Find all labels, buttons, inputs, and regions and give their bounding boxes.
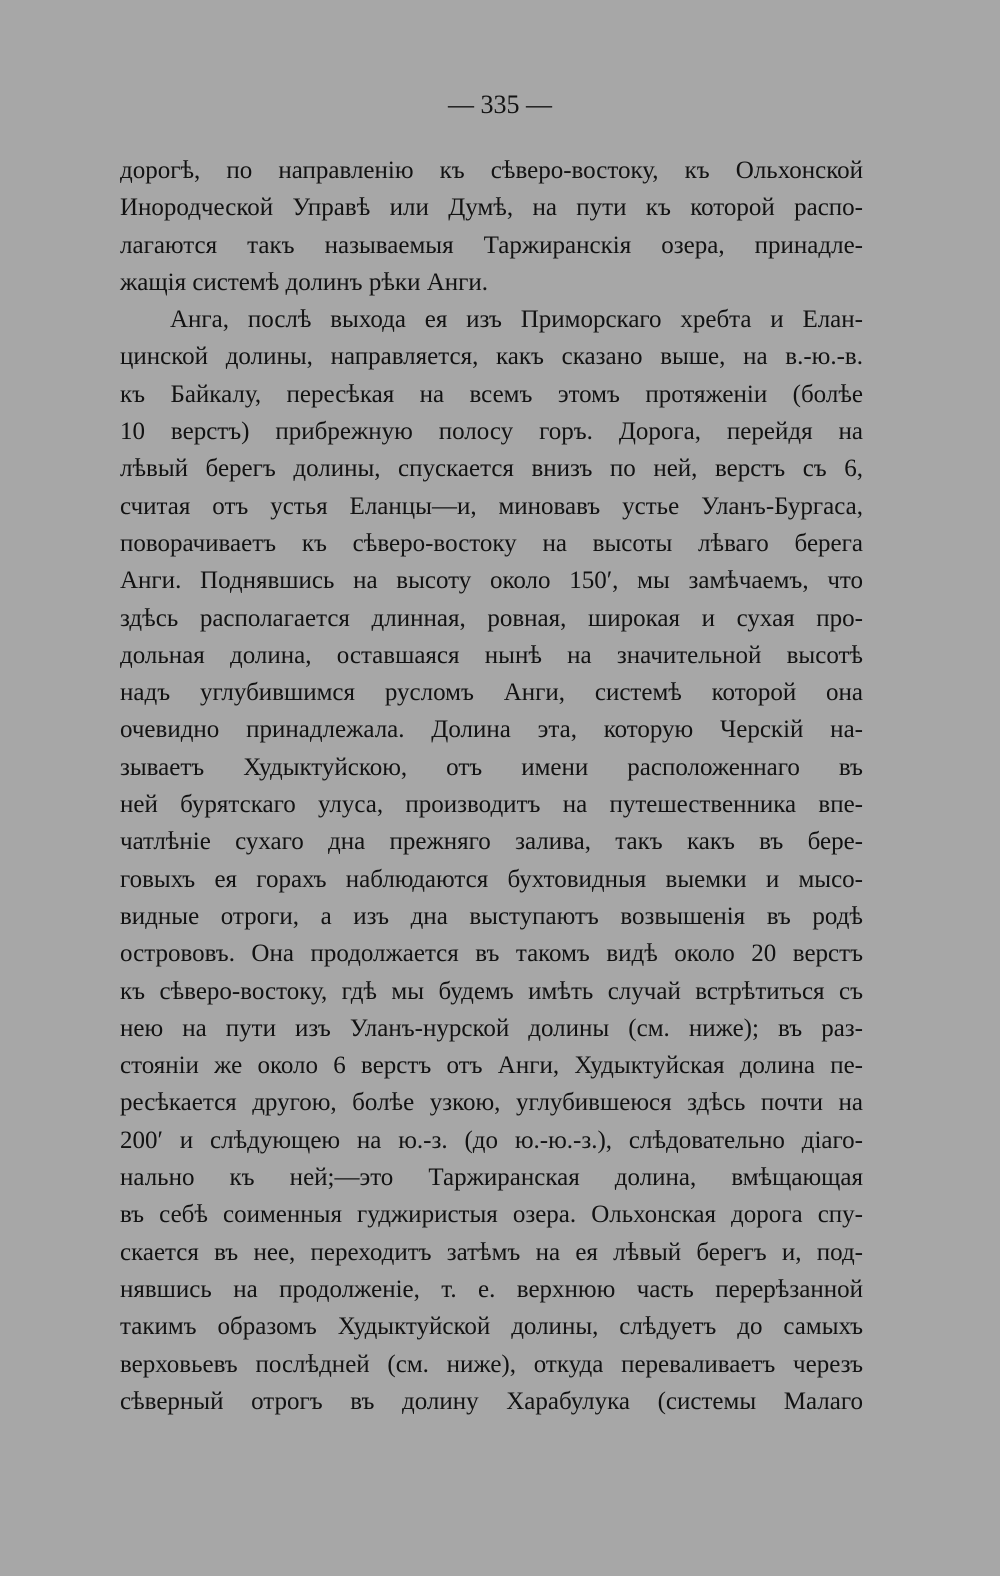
- text-line: скается въ нее, переходитъ затѣмъ на ея лѣвый берегъ и, под-: [120, 1238, 863, 1266]
- text-line: цинской долины, направляется, какъ сказано выше, на в.-ю.-в.: [120, 343, 863, 371]
- text-line: къ сѣверо-востоку, гдѣ мы будемъ имѣть случай встрѣтиться съ: [120, 977, 863, 1005]
- text-line: лѣвый берегъ долины, спускается внизъ по ней, верстъ съ 6,: [120, 455, 863, 483]
- text-line: стояніи же около 6 верстъ отъ Анги, Худыктуйская долина пе-: [120, 1052, 863, 1080]
- text-line: Инородческой Управѣ или Думѣ, на пути къ которой распо-: [120, 194, 863, 222]
- text-line: здѣсь располагается длинная, ровная, широкая и сухая про-: [120, 604, 863, 632]
- text-line: нально къ ней;—это Таржиранская долина, вмѣщающая: [120, 1164, 863, 1192]
- text-line: въ себѣ соименныя гуджиристыя озера. Ольхонская дорога спу-: [120, 1201, 863, 1229]
- text-line: поворачиваетъ къ сѣверо-востоку на высоты лѣваго берега: [120, 529, 863, 557]
- text-line: зываетъ Худыктуйскою, отъ имени расположеннаго въ: [120, 753, 863, 781]
- text-line: 200′ и слѣдующею на ю.-з. (до ю.-ю.-з.), слѣдовательно діаго-: [120, 1126, 863, 1154]
- text-line: лагаются такъ называемыя Таржиранскія озера, принадле-: [120, 231, 863, 259]
- text-line: надъ углубившимся русломъ Анги, системѣ которой она: [120, 679, 863, 707]
- page-number: — 335 —: [448, 90, 552, 119]
- text-line: считая отъ устья Еланцы—и, миновавъ устье Уланъ-Бургаса,: [120, 492, 863, 520]
- text-line: острововъ. Она продолжается въ такомъ видѣ около 20 верстъ: [120, 940, 863, 968]
- text-line: нявшись на продолженіе, т. е. верхнюю часть перерѣзанной: [120, 1275, 863, 1303]
- text-line: такимъ образомъ Худыктуйской долины, слѣдуетъ до самыхъ: [120, 1313, 863, 1341]
- text-line: ней бурятскаго улуса, производитъ на путешественника впе-: [120, 791, 863, 819]
- text-line: дольная долина, оставшаяся нынѣ на значительной высотѣ: [120, 641, 863, 669]
- text-line: дорогѣ, по направленію къ сѣверо-востоку, къ Ольхонской: [120, 157, 863, 184]
- text-line: нею на пути изъ Уланъ-нурской долины (см. ниже); въ раз-: [120, 1014, 863, 1042]
- text-line: 10 верстъ) прибрежную полосу горъ. Дорога, перейдя на: [120, 418, 863, 446]
- paragraph-start-line: Анга, послѣ выхода ея изъ Приморскаго хребта и Елан-: [170, 306, 863, 334]
- text-line: очевидно принадлежала. Долина эта, которую Черскій на-: [120, 716, 863, 744]
- text-line: сѣверный отрогъ въ долину Харабулука (системы Малаго: [120, 1387, 863, 1415]
- text-line: Анги. Поднявшись на высоту около 150′, мы замѣчаемъ, что: [120, 567, 863, 595]
- paragraph-end-line: жащія системѣ долинъ рѣки Анги.: [120, 268, 489, 296]
- text-line: видные отроги, а изъ дна выступаютъ возвышенія въ родѣ: [120, 902, 863, 930]
- text-line: чатлѣніе сухаго дна прежняго залива, такъ какъ въ бере-: [120, 828, 863, 856]
- text-line: говыхъ ея горахъ наблюдаются бухтовидныя выемки и мысо-: [120, 865, 863, 893]
- body-text: [120, 152, 863, 1420]
- text-line: къ Байкалу, пересѣкая на всемъ этомъ протяженіи (болѣе: [120, 380, 863, 408]
- text-line: ресѣкается другою, болѣе узкою, углубившеюся здѣсь почти на: [120, 1089, 863, 1117]
- text-line: верховьевъ послѣдней (см. ниже), откуда переваливаетъ черезъ: [120, 1350, 863, 1378]
